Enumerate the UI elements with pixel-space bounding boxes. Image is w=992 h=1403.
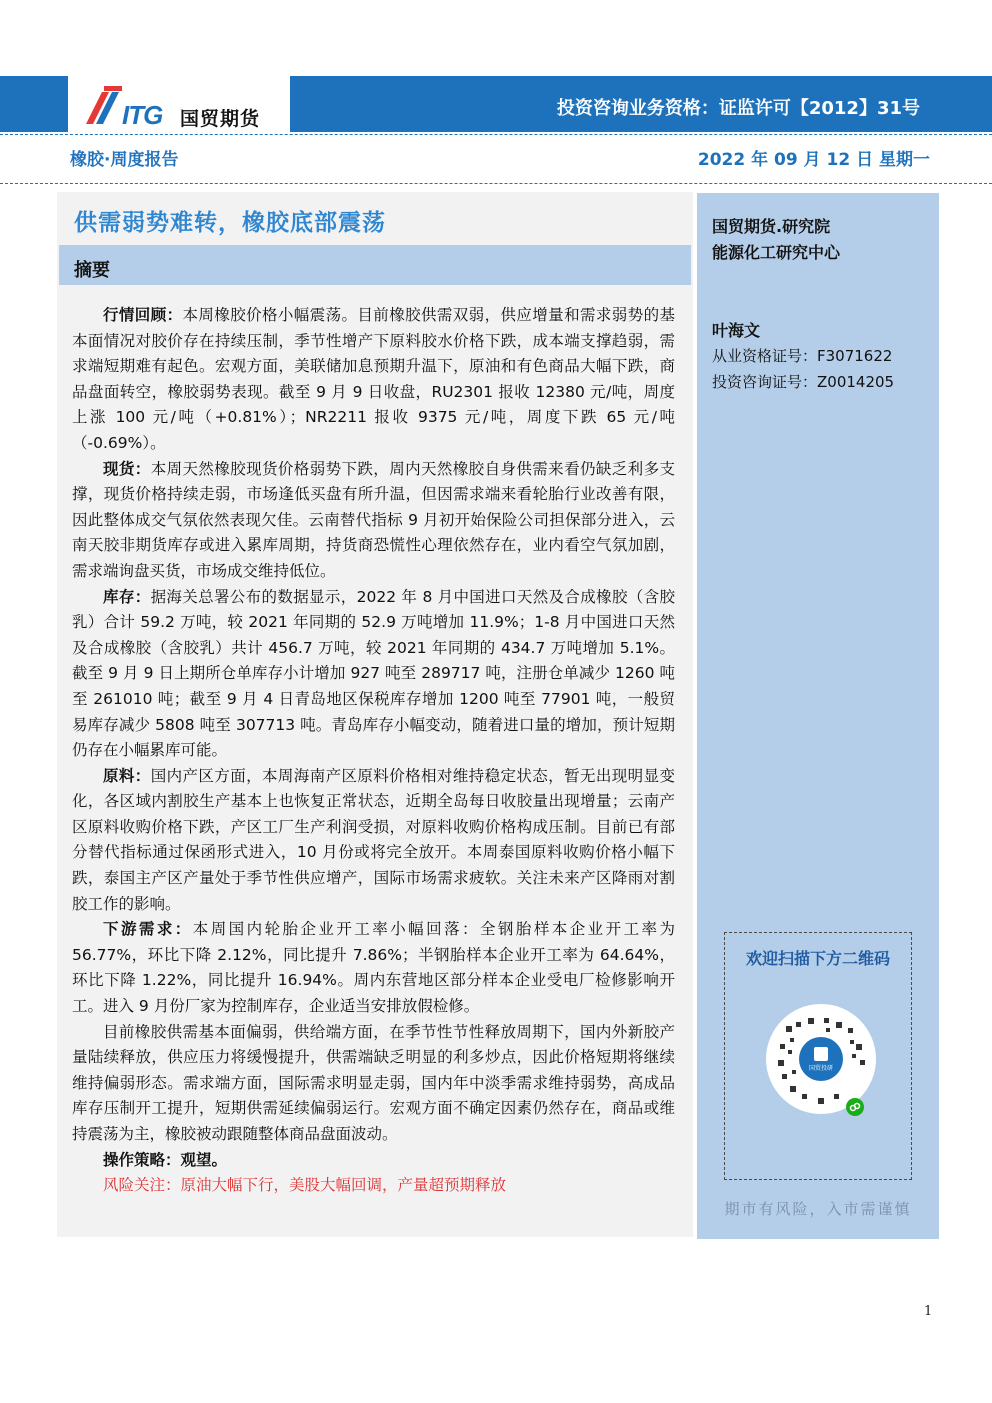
mini-program-icon	[846, 1098, 864, 1116]
logo-company-name: 国贸期货	[180, 108, 261, 130]
paragraph-label: 下游需求：	[103, 920, 193, 939]
itg-logo-icon	[82, 86, 122, 124]
qr-center-label: 国贸投研	[808, 1065, 834, 1072]
paragraph-text: 国内产区方面，本周海南产区原料价格相对维持稳定状态，暂无出现明显变化，各区域内割胶生产基本上也恢复正常状态，近期全岛每日收胶量出现增量；云南产区原料收购价格下跌，产区工厂生产利润受损，对原料收购价格构成压制。目前已有部分替代指标通过保函形式进入，10 月份或将完全放开。本周泰国原料收购价格小幅下跌，泰国主产区产量处于季节性供应增产，国际市场需求疲软。关注未来产区降雨对割胶工作的影响。	[72, 766, 675, 913]
summary-bar	[59, 245, 691, 285]
paragraph-strategy	[72, 1148, 675, 1174]
page-number: 1	[924, 1304, 933, 1319]
consulting-cert: 投资咨询证号：Z0014205	[712, 373, 895, 391]
paragraph-market-review	[72, 303, 675, 457]
report-date: 2022 年 09 月 12 日 星期一	[697, 150, 930, 170]
report-body	[72, 303, 675, 1199]
paragraph-text: 目前橡胶供需基本面偏弱，供给端方面，在季节性节性释放周期下，国内外新胶产量陆续释放，供应压力将缓慢提升，供需端缺乏明显的利多炒点，因此价格短期将继续维持偏弱形态。需求端方面，国际需求明显走弱，国内年中淡季需求维持弱势，高成品库存压制开工提升，短期供需延续偏弱运行。宏观方面不确定因素仍然存在，商品或维持震荡为主，橡胶被动跟随整体商品盘面波动。	[72, 1022, 675, 1143]
research-center: 能源化工研究中心	[712, 243, 841, 262]
risk-disclaimer: 期市有风险，入市需谨慎	[724, 1200, 912, 1218]
paragraph-text: 本周天然橡胶现货价格弱势下跌，周内天然橡胶自身供需来看仍缺乏利多支撑，现货价格持续走弱，市场逢低买盘有所升温，但因需求端来看轮胎行业改善有限，因此整体成交气氛依然表现欠佳。云南替代指标 9 月初开始保险公司担保部分进入，云南天胶非期货库存或进入累库周期，持货商恐慌性心理依然存在，业内看空气氛加剧，需求端询盘买货，市场成交维持低位。	[72, 459, 675, 580]
subheader-divider	[0, 183, 992, 184]
paragraph-label: 现货：	[103, 459, 151, 478]
risk-label: 风险关注：	[103, 1176, 181, 1195]
strategy-label: 操作策略：	[103, 1150, 181, 1169]
author-name: 叶海文	[712, 321, 761, 340]
paragraph-text: 本周国内轮胎企业开工率小幅回落：全钢胎样本企业开工率为 56.77%，环比下降 2.12%，同比提升 7.86%；半钢胎样本企业开工率为 64.64%，环比下降 1.22%，同比提升 16.94%。周内东营地区部分样本企业受电厂检修影响开工。进入 9 月份厂家为控制库存，企业适当安排放假检修。	[72, 920, 675, 1016]
header-divider	[0, 134, 992, 135]
paragraph-label: 原料：	[103, 766, 151, 785]
paragraph-label: 库存：	[103, 587, 151, 606]
logo-text: ITG	[122, 100, 163, 130]
institute-name: 国贸期货.研究院	[712, 217, 831, 236]
paragraph-inventory	[72, 585, 675, 764]
paragraph-spot	[72, 457, 675, 585]
qualification-text: 投资咨询业务资格：证监许可【2012】31号	[556, 98, 920, 119]
qr-center-logo	[799, 1037, 843, 1081]
paragraph-text: 据海关总署公布的数据显示，2022 年 8 月中国进口天然及合成橡胶（含胶乳）合计 59.2 万吨，较 2021 年同期的 52.9 万吨增加 11.9%；1-8 月中国进口天然及合成橡胶（含胶乳）共计 456.7 万吨，较 2021 年同期的 434.7 万吨增加 5.1%。截至 9 月 9 日上期所仓单库存小计增加 927 吨至 289717 吨，注册仓单减少 1260 吨至 261010 吨；截至 9 月 4 日青岛地区保税库存增加 1200 吨至 77901 吨，一般贸易库存减少 5808 吨至 307713 吨。青岛库存小幅变动，随着进口量的增加，预计短期仍存在小幅累库可能。	[72, 587, 675, 760]
paragraph-text: 本周橡胶价格小幅震荡。目前橡胶供需双弱，供应增量和需求弱势的基本面情况对胶价存在持续压制，季节性增产下原料胶水价格下跌，成本端支撑趋弱，需求端短期难有起色。宏观方面，美联储加息预期升温下，原油和有色商品大幅下跌，商品盘面转空，橡胶弱势表现。截至 9 月 9 日收盘，RU2301 报收 12380 元/吨，周度上涨 100 元/吨（+0.81%）；NR2211 报收 9375 元/吨，周度下跌 65 元/吨（-0.69%）。	[72, 306, 675, 452]
page-title: 供需弱势难转，橡胶底部震荡	[74, 210, 386, 236]
paragraph-downstream	[72, 917, 675, 1019]
report-category: 橡胶·周度报告	[70, 150, 179, 170]
qr-title: 欢迎扫描下方二维码	[745, 949, 890, 968]
paragraph-raw-material	[72, 764, 675, 918]
paragraph-outlook	[72, 1020, 675, 1148]
risk-text: 原油大幅下行，美股大幅回调，产量超预期释放	[180, 1176, 507, 1195]
strategy-text: 观望。	[180, 1150, 228, 1169]
summary-label: 摘要	[74, 260, 110, 281]
paragraph-label: 行情回顾：	[103, 306, 183, 324]
qualification-cert: 从业资格证号：F3071622	[712, 347, 893, 365]
paragraph-risk	[72, 1173, 675, 1199]
